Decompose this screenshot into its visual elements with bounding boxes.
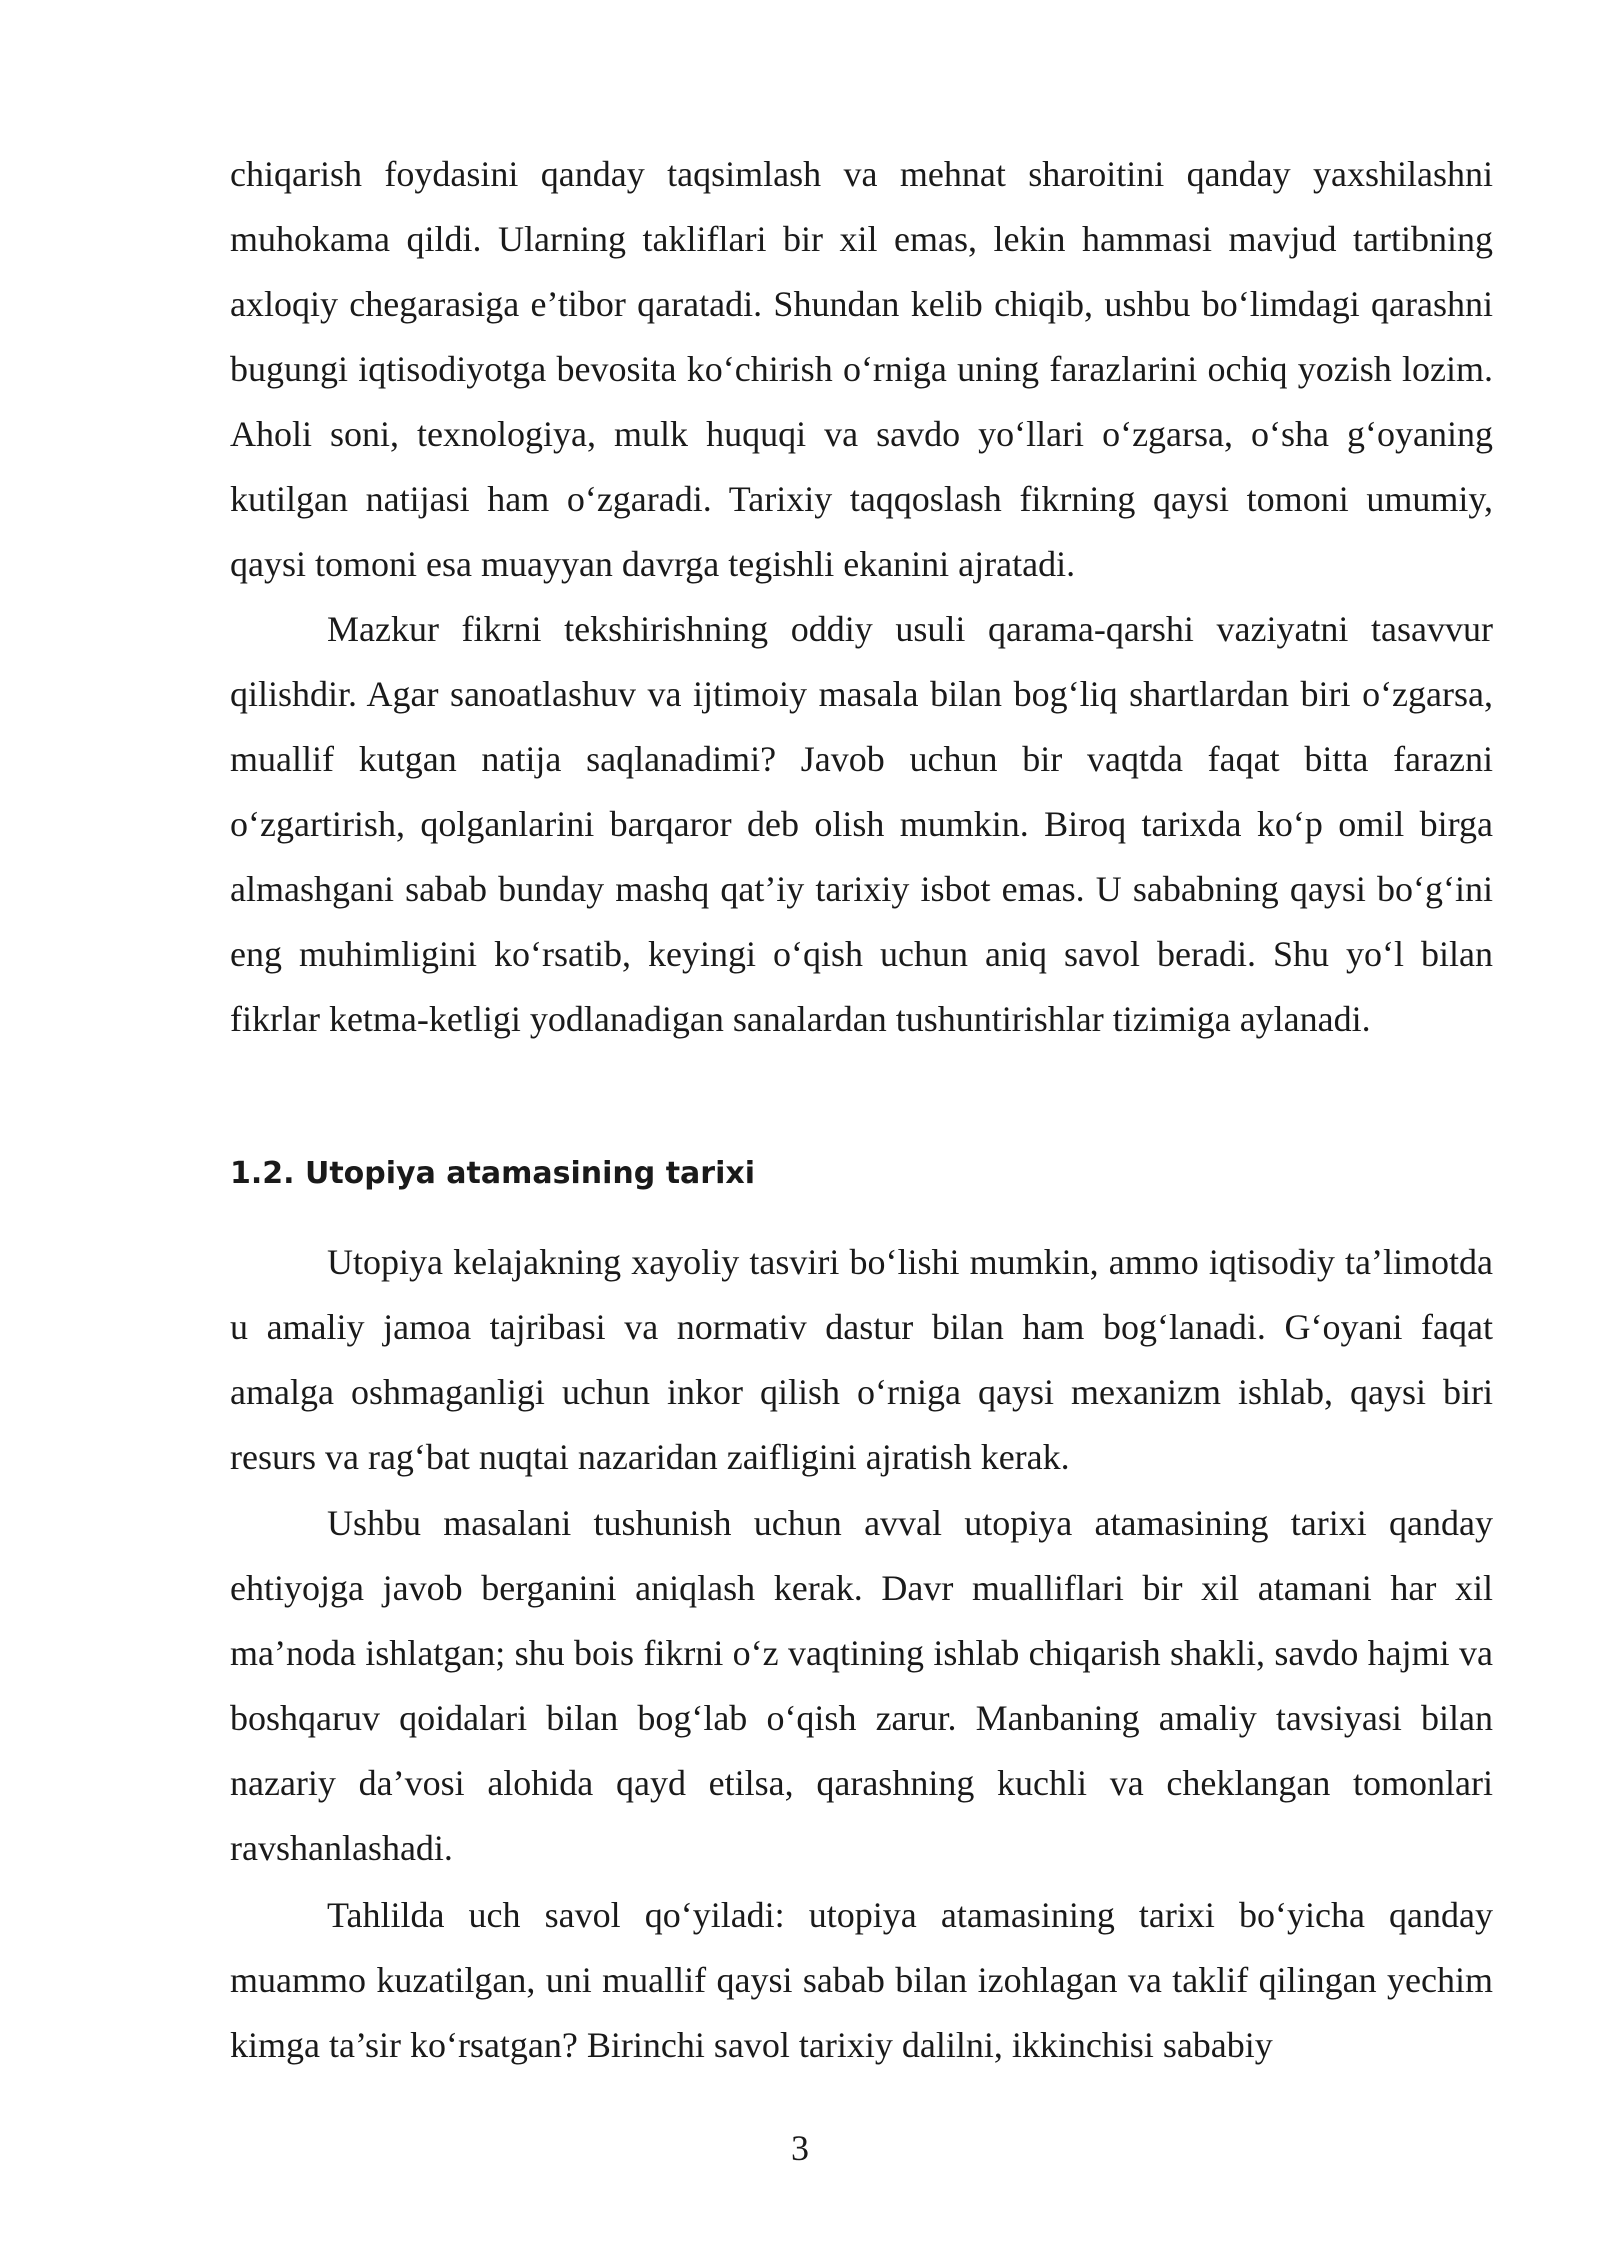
paragraph-continued: chiqarish foydasini qanday taqsimlash va mehnat sharoitini qanday yaxshilashni muhokama qildi. Ularning takliflari bir xil emas, lekin hammasi mavjud tartibning axloqiy chegarasiga e’tibor qaratadi. Shundan kelib chiqib, ushbu bo‘limdagi qarashni bugungi iqtisodiyotga bevosita ko‘chirish o‘rniga uning farazlarini ochiq yozish lozim. Aholi soni, texnologiya, mulk huquqi va savdo yo‘llari o‘zgarsa, o‘sha g‘oyaning kutilgan natijasi ham o‘zgaradi. Tarixiy taqqoslash fikrning qaysi tomoni umumiy, qaysi tomoni esa muayyan davrga tegishli ekanini ajratadi.	[230, 154, 1493, 584]
section-heading: 1.2. Utopiya atamasining tarixi	[230, 1156, 755, 1191]
paragraph-utopia-history: Ushbu masalani tushunish uchun avval utopiya atamasining tarixi qanday ehtiyojga javob berganini aniqlash kerak. Davr mualliflari bir xil atamani har xil ma’noda ishlatgan; shu bois fikrni o‘z vaqtining ishlab chiqarish shakli, savdo hajmi va boshqaruv qoidalari bilan bog‘lab o‘qish zarur. Manbaning amaliy tavsiyasi bilan nazariy da’vosi alohida qayd etilsa, qarashning kuchli va cheklangan tomonlari ravshanlashadi.	[230, 1503, 1493, 1868]
paragraph-utopia-definition: Utopiya kelajakning xayoliy tasviri bo‘lishi mumkin, ammo iqtisodiy ta’limotda u amaliy jamoa tajribasi va normativ dastur bilan ham bog‘lanadi. G‘oyani faqat amalga oshmaganligi uchun inkor qilish o‘rniga qaysi mexanizm ishlab, qaysi biri resurs va rag‘bat nuqtai nazaridan zaifligini ajratish kerak.	[230, 1242, 1493, 1477]
page-number: 3	[791, 2128, 809, 2168]
paragraph-counterfactual: Mazkur fikrni tekshirishning oddiy usuli qarama-qarshi vaziyatni tasavvur qilishdir. Agar sanoatlashuv va ijtimoiy masala bilan bog‘liq shartlardan biri o‘zgarsa, muallif kutgan natija saqlanadimi? Javob uchun bir vaqtda faqat bitta farazni o‘zgartirish, qolganlarini barqaror deb olish mumkin. Biroq tarixda ko‘p omil birga almashgani sabab bunday mashq qat’iy tarixiy isbot emas. U sababning qaysi bo‘g‘ini eng muhimligini ko‘rsatib, keyingi o‘qish uchun aniq savol beradi. Shu yo‘l bilan fikrlar ketma-ketligi yodlanadigan sanalardan tushuntirishlar tizimiga aylanadi.	[230, 609, 1493, 1039]
paragraph-analysis-questions: Tahlilda uch savol qo‘yiladi: utopiya atamasining tarixi bo‘yicha qanday muammo kuzatilgan, uni muallif qaysi sabab bilan izohlagan va taklif qilingan yechim kimga ta’sir ko‘rsatgan? Birinchi savol tarixiy dalilni, ikkinchisi sababiy	[230, 1895, 1493, 2065]
